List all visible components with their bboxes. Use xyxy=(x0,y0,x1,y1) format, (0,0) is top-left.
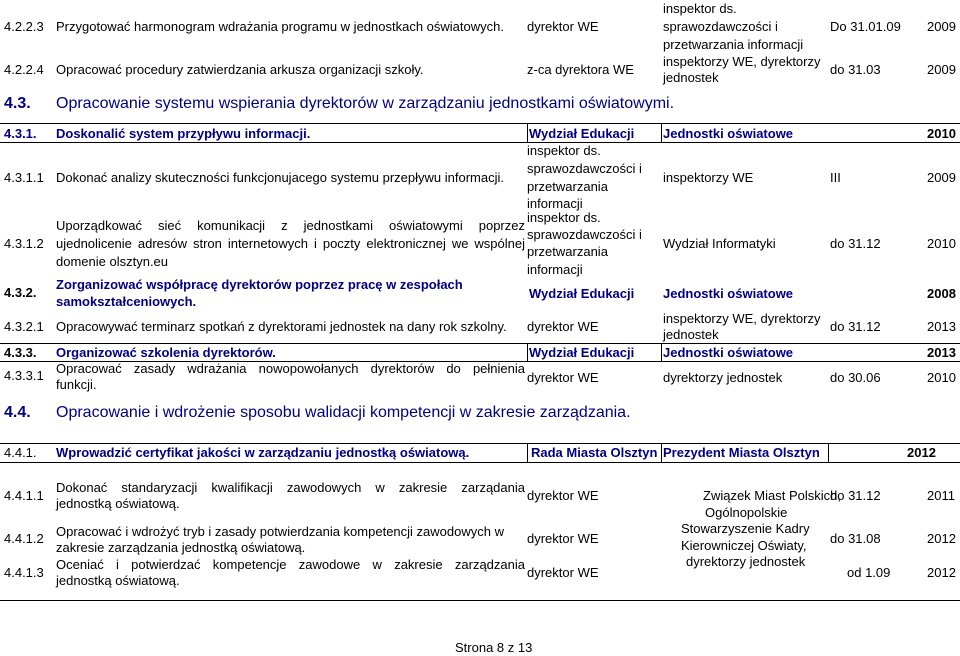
divider xyxy=(527,124,528,142)
partner: sprawozdawczości i xyxy=(663,19,778,34)
deadline: do 31.08 xyxy=(830,531,881,546)
year: 2012 xyxy=(927,531,956,546)
responsible: Wydział Edukacji xyxy=(529,286,635,301)
partner: jednostek xyxy=(663,327,719,342)
task-text: ujednolicenie adresów stron internetowych i poczty elektronicznej we wspólnej xyxy=(56,236,525,251)
responsible: Rada Miasta Olsztyn xyxy=(531,445,658,460)
partner: dyrektorzy jednostek xyxy=(686,554,806,569)
divider xyxy=(661,444,662,462)
deadline: III xyxy=(830,170,841,185)
deadline: do 30.06 xyxy=(830,370,881,385)
divider xyxy=(661,124,662,142)
task-text: zakresie zarządzania jednostką oświatową. xyxy=(56,540,306,555)
deadline: do 31.12 xyxy=(830,319,881,334)
task-text: Opracować zasady wdrażania nowopowołanych dyrektorów do pełnienia xyxy=(56,361,525,376)
task-text: Opracowywać terminarz spotkań z dyrektorami jednostek na dany rok szkolny. xyxy=(56,319,507,334)
divider xyxy=(0,462,960,463)
divider xyxy=(0,142,960,143)
partner: Wydział Informatyki xyxy=(663,236,776,251)
responsible: dyrektor WE xyxy=(527,19,599,34)
task-text: Oceniać i potwierdzać kompetencje zawodowe w zakresie zarządzania xyxy=(56,557,525,572)
deadline: od 1.09 xyxy=(847,565,891,580)
responsible: informacji xyxy=(527,262,583,277)
deadline: do 31.12 xyxy=(830,236,881,251)
responsible: dyrektor WE xyxy=(527,370,599,385)
partner: Jednostki oświatowe xyxy=(663,286,794,301)
partner: Ogólnopolskie xyxy=(705,505,788,520)
partner: Stowarzyszenie Kadry xyxy=(681,521,810,536)
task-text: Doskonalić system przypływu informacji. xyxy=(56,126,311,141)
divider xyxy=(0,343,960,344)
row-number: 4.4.1. xyxy=(4,445,37,460)
responsible: sprawozdawczości i xyxy=(527,161,642,176)
responsible: dyrektor WE xyxy=(527,565,599,580)
year: 2012 xyxy=(907,445,936,460)
row-number: 4.4.1.2 xyxy=(4,531,44,546)
partner: Jednostki oświatowe xyxy=(663,126,794,141)
task-text: jednostką oświatową. xyxy=(56,496,180,511)
divider xyxy=(0,600,960,601)
row-number: 4.4.1.1 xyxy=(4,488,44,503)
responsible: z-ca dyrektora WE xyxy=(527,62,634,77)
row-number: 4.3.2.1 xyxy=(4,319,44,334)
task-text: Opracować i wdrożyć tryb i zasady potwierdzania kompetencji zawodowych w xyxy=(56,524,504,539)
row-number: 4.3.3. xyxy=(4,345,37,360)
responsible: dyrektor WE xyxy=(527,488,599,503)
task-text: Zorganizować współpracę dyrektorów poprzez pracę w zespołach xyxy=(56,277,463,292)
responsible: sprawozdawczości i xyxy=(527,227,642,242)
responsible: dyrektor WE xyxy=(527,319,599,334)
responsible: inspektor ds. xyxy=(527,143,601,158)
year: 2010 xyxy=(927,126,956,141)
task-text: Organizować szkolenia dyrektorów. xyxy=(56,345,276,360)
section-title: Opracowanie i wdrożenie sposobu walidacji kompetencji w zakresie zarządzania. xyxy=(56,404,631,421)
section-number: 4.4. xyxy=(4,404,31,421)
partner: Prezydent Miasta Olsztyn xyxy=(663,445,820,460)
divider xyxy=(527,344,528,361)
responsible: dyrektor WE xyxy=(527,531,599,546)
partner: inspektorzy WE, dyrektorzy xyxy=(663,311,821,326)
row-number: 4.3.1.2 xyxy=(4,236,44,251)
partner: Kierowniczej Oświaty, xyxy=(681,538,807,553)
responsible: przetwarzania xyxy=(527,244,608,259)
task-text: Uporządkować sieć komunikacji z jednostkami oświatowymi poprzez xyxy=(56,218,525,233)
row-number: 4.4.1.3 xyxy=(4,565,44,580)
task-text: Dokonać standaryzacji kwalifikacji zawodowych w zakresie zarządania xyxy=(56,480,525,495)
divider xyxy=(527,444,528,462)
year: 2012 xyxy=(927,565,956,580)
partner: jednostek xyxy=(663,70,719,85)
responsible: przetwarzania xyxy=(527,179,608,194)
section-number: 4.3. xyxy=(4,95,31,112)
partner: inspektorzy WE xyxy=(663,170,754,185)
divider xyxy=(0,443,960,444)
year: 2011 xyxy=(927,488,955,503)
responsible: Wydział Edukacji xyxy=(529,345,635,360)
partner: inspektor ds. xyxy=(663,1,737,16)
partner: inspektorzy WE, dyrektorzy xyxy=(663,54,821,69)
task-text: Wprowadzić certyfikat jakości w zarządzaniu jednostką oświatową. xyxy=(56,445,470,460)
year: 2009 xyxy=(927,170,956,185)
divider xyxy=(0,123,960,124)
year: 2009 xyxy=(927,62,956,77)
task-text: domenie olsztyn.eu xyxy=(56,254,169,269)
section-title: Opracowanie systemu wspierania dyrektorów w zarządzaniu jednostkami oświatowymi. xyxy=(56,95,675,112)
divider xyxy=(828,444,829,462)
row-number: 4.2.2.4 xyxy=(4,62,44,77)
responsible: Wydział Edukacji xyxy=(529,126,635,141)
task-text: samokształceniowych. xyxy=(56,294,197,309)
row-number: 4.3.3.1 xyxy=(4,368,44,383)
year: 2013 xyxy=(927,345,956,360)
year: 2010 xyxy=(927,370,956,385)
year: 2009 xyxy=(927,19,956,34)
task-text: Dokonać analizy skuteczności funkcjonujacego systemu przepływu informacji. xyxy=(56,170,504,185)
year: 2013 xyxy=(927,319,956,334)
row-number: 4.2.2.3 xyxy=(4,19,44,34)
row-number: 4.3.1.1 xyxy=(4,170,44,185)
year: 2008 xyxy=(927,286,956,301)
deadline: do 31.12 xyxy=(830,488,881,503)
deadline: Do 31.01.09 xyxy=(830,19,901,34)
row-number: 4.3.1. xyxy=(4,126,37,141)
task-text: jednostką oświatową. xyxy=(56,573,180,588)
row-number: 4.3.2. xyxy=(4,285,37,300)
task-text: Opracować procedury zatwierdzania arkusza organizacji szkoły. xyxy=(56,62,424,77)
deadline: do 31.03 xyxy=(830,62,881,77)
task-text: Przygotować harmonogram wdrażania programu w jednostkach oświatowych. xyxy=(56,19,504,34)
responsible: inspektor ds. xyxy=(527,210,601,225)
partner: dyrektorzy jednostek xyxy=(663,370,783,385)
partner: Związek Miast Polskich, xyxy=(703,488,841,503)
partner: przetwarzania informacji xyxy=(663,37,804,52)
year: 2010 xyxy=(927,236,956,251)
responsible: informacji xyxy=(527,196,583,211)
task-text: funkcji. xyxy=(56,377,97,392)
divider xyxy=(661,344,662,361)
page-number: Strona 8 z 13 xyxy=(455,640,533,655)
partner: Jednostki oświatowe xyxy=(663,345,794,360)
